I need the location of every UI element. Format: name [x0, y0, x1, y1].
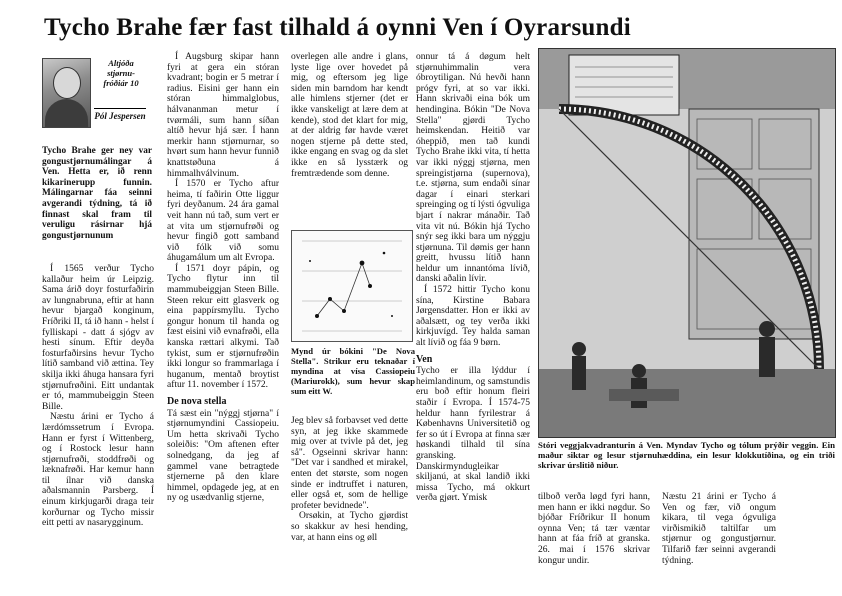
- col1-p1: Í 1565 verður Tycho kallaður heim úr Leipzig. Sama árið doyr fosturfaðirin av lungnabruna, eftir at hann hevur bjargað konginum, Fríðriki II, tá ið hann - helst í fylliskapi - datt á sjógv av hesti sínum. Eftir deyða fosturfaðirsins hevur Tycho lítið samband við ættina. Tey skilja ikki áhuga hansara fyri stjørnufrøðini. Eitt undantak er tó, mammubeiggin Steen Bille.: [42, 264, 154, 412]
- column-3-bottom: [291, 416, 408, 543]
- column-2: [167, 52, 279, 504]
- col2-p4: Tá sæst ein "nýggj stjørna" í stjørnumyndini Cassiopeiu. Um hetta skrivaði Tycho soleiðis: "Om aftenen efter solnedgang, da jeg af gammel vane betragtede stjernerne på den klare himmel, opdagede jeg, at en ny og usædvanlig stjerne,: [167, 408, 279, 504]
- cassiopeia-figure: [291, 230, 413, 342]
- lead-paragraph: Tycho Brahe ger ney var gongustjørnumálingar á Ven. Hetta er, ið renn kikarinerupp funnin. Málingarnar fáa seinni avgerandi týdning, tá ið finnast skal fram til veruligu rásirnar hjá gongustjørnunum: [42, 146, 152, 241]
- engraving-illustration: [539, 49, 835, 437]
- engraving-caption: Stóri veggjakvadranturin á Ven. Myndav Tycho og tólum prýðir veggin. Ein maður siktar og lesur stjørnuhæddina, ein lesur klokkutíðina, og ein triði skrivar úrslitið niður.: [538, 440, 835, 471]
- photo-shoulders: [45, 99, 88, 127]
- column-1: [42, 264, 154, 529]
- col3-p2: Orsøkin, at Tycho gjørdist so skakkur av hesi hending, var, at hann eins og øll: [291, 511, 408, 543]
- col4-p2: Í 1572 hittir Tycho konu sína, Kirstine Babara Jørgensdatter. Hon er ikki av aðalsætt, og tey verða ikki kirkjuvígd. Tey halda saman alt lívið og fáa 9 børn.: [416, 285, 530, 349]
- figure-caption: Mynd úr bókini "De Nova Stella". Strikur eru teknaðar í myndina at vísa Cassiopeiu (Mariurokk), sum hevur skap sum eitt W.: [291, 346, 415, 396]
- author-photo: [42, 58, 91, 128]
- column-5: tilboð verða løgd fyri hann, men hann er ikki nøgdur. So bjóðar Fríðrikur II honum oynna Ven; tá tær væntar hann at fáa fríð at granska. 26. mai í 1576 skrivar kongur undir.: [538, 492, 650, 566]
- column-4: [416, 52, 530, 504]
- mural-quadrant-engraving: [538, 48, 836, 438]
- col4-p1: onnur tá á døgum helt stjørnuhimmalin vera óbroytiligan. Nú hevði hann prógv fyri, at so var ikki. Hann skrivaði eina bók um hendingina. Bókin "De Nova Stella" gjørdi Tycho heimskendan. Heitið var óheppið, men tað kundi Tycho Brahe ikki vita, tí hetta var ikki nýggj stjørna, men spreingistjørna (supernova), t.e. stjørna, sum endaði sínar dagar í einari sterkari spreinging og tí lýsti ógvuliga bjart í nakrar mánaðir. Tað vita vit nú. Bókin hjá Tycho snýr seg ikki bara um nýggju stjørnuna. Til dømis ger hann greitt, hvussu lítið hann heldur um innantóma lívið, danski aðalin lívir.: [416, 52, 530, 285]
- col2-p2: Í 1570 er Tycho aftur heima, tí faðirin Otte liggur fyri deyðanum. 24 ára gamal veit hann nú tað, sum vert er at vita um stjørnufrøði og hevur fingið gott samband við fólk við somu áhugamálum um alt Evropa.: [167, 179, 279, 264]
- column-label: Altjóða stjørnu-fróðiár 10: [103, 58, 139, 88]
- headline: Tycho Brahe fær fast tilhald á oynni Ven í Oyrarsundi: [44, 14, 631, 41]
- section-heading-ven: Ven: [416, 353, 433, 365]
- cassiopeia-star-chart: [292, 231, 412, 341]
- col2-p3: Í 1571 doyr pápin, og Tycho flytur inn til mammubeiggjan Steen Bille. Steen rekur eitt glasverk og eina pappírsmyllu. Tycho gongur honum til handa og fæst eisini við evnafrøði, ella kanska rættari alkymi. Tað tykist, sum er stjørnufrøðin ikki longur so frammarlaga í huganum, mentað broytist aftur 11. november í 1572.: [167, 263, 279, 391]
- col3-p1: Jeg blev så forbavset ved dette syn, at jeg ikke skammede mig over at tvivle på det, jeg så". Ogseinni skrivar hann: "Det var i sandhed et mirakel, enten det største, som nogen sinde er indtruffet i naturen, eller også et, som de hellige profeter bevidnede".: [291, 416, 408, 511]
- col4-p3: Tycho er illa lýddur í heimlandinum, og samstundis eru boð eftir honum fleiri staðir í Evropa. Í 1574-75 heldur hann fyrilestrar á Københavns Universitetið og fer so út í Evropa at finna sær høskandi tilhald til sína gransking. Danskirmyndugleikar skiljanú, at skal landið ikki missa Tycho, má okkurt verða gjørt. Ymisk: [416, 366, 530, 504]
- photo-head: [53, 67, 81, 99]
- col1-p2: Næstu árini er Tycho á lærdómssetrum í Evropa. Hann er fyrst í Wittenberg, og í Rostock lesur hann stjørnufrøði, stoddfrøði og læknafrøði. Har kemur hann til ílnar við danska aðalsmannin Parsberg. Í einum kirkjugarði draga teir korðurnar og Tycho missir eitt petti av nasarygginum.: [42, 412, 154, 529]
- col2-p1: Í Augsburg skipar hann fyri at gera ein stóran kvadrant; bogin er 5 metrar í radius. Eisini ger hann ein stóran himmalglobus, hálvananman metur í tvørmáli, sum hann síðan altíð hevur hjá sær. Í hann merkir hann stjørnurnar, so hvørt sum hann hevur funnið knattstøðuna á himmalhválvinum.: [167, 52, 279, 179]
- author-name: Pól Jespersen: [94, 108, 146, 121]
- section-heading-de-nova-stella: De nova stella: [167, 396, 227, 407]
- column-3-top: overlegen alle andre i glans, lyste lige over hovedet på mig, og eftersom jeg lige siden min barndom har kendt alle himlens stjerner (det er ikke vanskeligt at lære dem at kende), stod det klart for mig, at der aldrig før havde været nogen stjerne på dette sted, ikke engang en svag og da slet ikke en så lysstærk og fremtrædende som denne.: [291, 52, 408, 179]
- column-6: Næstu 21 árini er Tycho á Ven og fær, við ongum kikara, til vega ógvuliga virðismikið taltilfar um stjørnur og gongustjørnur. Tilfarið fær seinni avgerandi týdning.: [662, 492, 776, 566]
